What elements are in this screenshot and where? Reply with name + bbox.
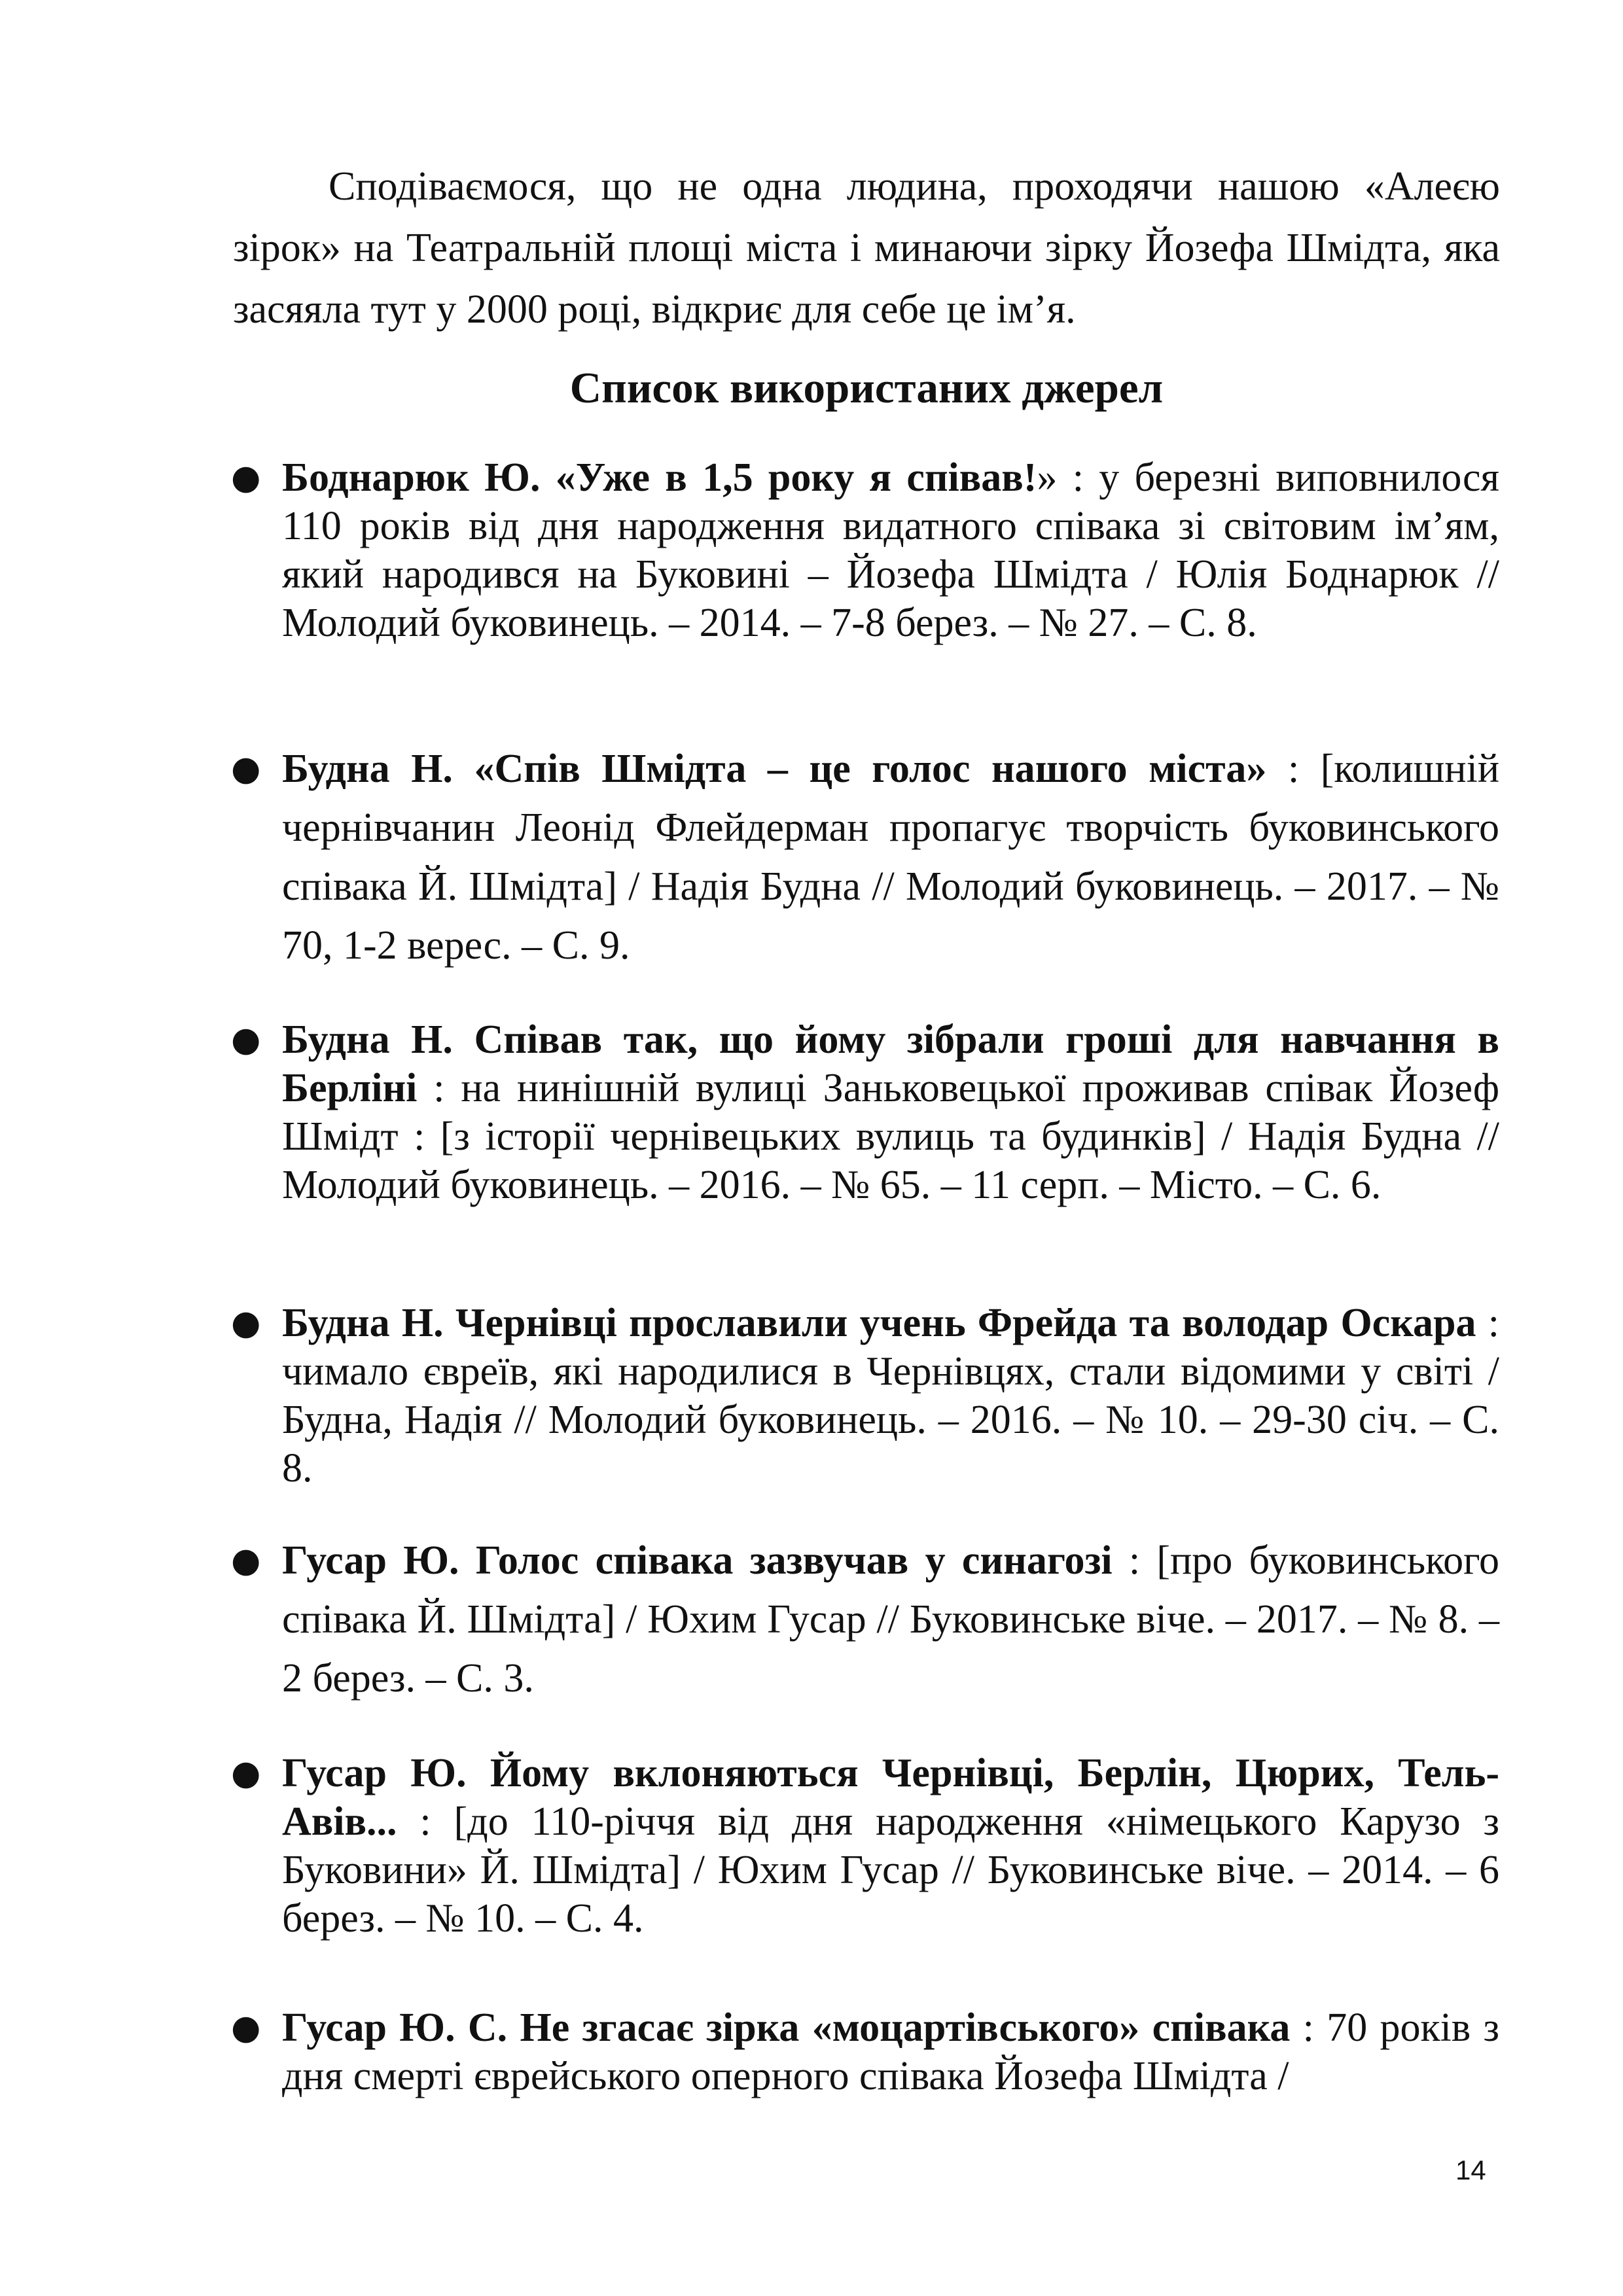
reference-title: Будна Н. Чернівці прославили учень Фрейда та володар Оскара bbox=[282, 1301, 1476, 1345]
reference-title: Боднарюк Ю. «Уже в 1,5 року я співав! bbox=[282, 455, 1037, 500]
bullet-icon: ● bbox=[231, 1020, 261, 1059]
reference-title: Будна Н. «Спів Шмідта – це голос нашого міста» bbox=[282, 747, 1267, 791]
bullet-icon: ● bbox=[231, 749, 261, 788]
intro-paragraph: Сподіваємося, що не одна людина, проходячи нашою «Алеєю зірок» на Театральній площі міста і минаючи зірку Йозефа Шмідта, яка засяяла тут у 2000 році, відкриє для себе це ім’я. bbox=[233, 164, 1500, 332]
reference-title: Гусар Ю. Голос співака зазвучав у синагозі bbox=[282, 1538, 1113, 1583]
reference-details: : на нинішній вулиці Заньковецької проживав співак Йозеф Шмідт : [з історії чернівецьких вулиць та будинків] / Надія Будна // Молодий буковинець. – 2016. – № 65. – 11 серп. – Місто. – С. 6. bbox=[282, 1066, 1499, 1207]
reference-item-2 bbox=[231, 739, 1499, 975]
reference-details: : чимало євреїв, які народилися в Чернівцях, стали відомими у світі / Будна, Надія // Молодий буковинець. – 2016. – № 10. – 29-30 січ. – С. 8. bbox=[282, 1301, 1499, 1491]
reference-details: : 70 років з дня смерті єврейського оперного співака Йозефа Шмідта / bbox=[282, 2005, 1499, 2098]
bullet-icon: ● bbox=[231, 1754, 261, 1793]
reference-item-7 bbox=[231, 2004, 1499, 2100]
reference-title: Гусар Ю. Йому вклоняються Чернівці, Берлін, Цюрих, Тель-Авів... bbox=[282, 1751, 1499, 1844]
reference-item-5 bbox=[231, 1531, 1499, 1708]
reference-title: Будна Н. Співав так, що йому зібрали гроші для навчання в Берліні bbox=[282, 1017, 1499, 1110]
references-heading: Список використаних джерел bbox=[569, 364, 1164, 412]
reference-details: » : у березні виповнилося 110 років від дня народження видатного співака зі світовим ім’ям, який народився на Буковині – Йозефа Шмідта / Юлія Боднарюк // Молодий буковинець. – 2014. – 7-8 берез. – № 27. – С. 8. bbox=[282, 455, 1499, 645]
bullet-icon: ● bbox=[231, 1541, 261, 1580]
reference-details: : [про буковинського співака Й. Шмідта] / Юхим Гусар // Буковинське віче. – 2017. – № 8. – 2 берез. – С. 3. bbox=[282, 1538, 1499, 1701]
reference-details: : [до 110-річчя від дня народження «німецького Карузо з Буковини» Й. Шмідта] / Юхим Гусар // Буковинське віче. – 2014. – 6 берез. – № 10. – С. 4. bbox=[282, 1799, 1499, 1941]
page-number: 14 bbox=[1455, 2155, 1486, 2185]
reference-item-6 bbox=[231, 1749, 1499, 1943]
bullet-icon: ● bbox=[231, 1303, 261, 1343]
reference-item-4 bbox=[231, 1299, 1499, 1492]
reference-details: : [колишній чернівчанин Леонід Флейдерман пропагує творчість буковинського співака Й. Шмідта] / Надія Будна // Молодий буковинець. – 2017. – № 70, 1-2 верес. – С. 9. bbox=[282, 747, 1499, 968]
reference-title: Гусар Ю. С. Не згасає зірка «моцартівського» співака bbox=[282, 2005, 1291, 2050]
reference-item-3 bbox=[231, 1016, 1499, 1209]
reference-item-1 bbox=[231, 453, 1499, 647]
bullet-icon: ● bbox=[231, 458, 261, 497]
bullet-icon: ● bbox=[231, 2008, 261, 2047]
